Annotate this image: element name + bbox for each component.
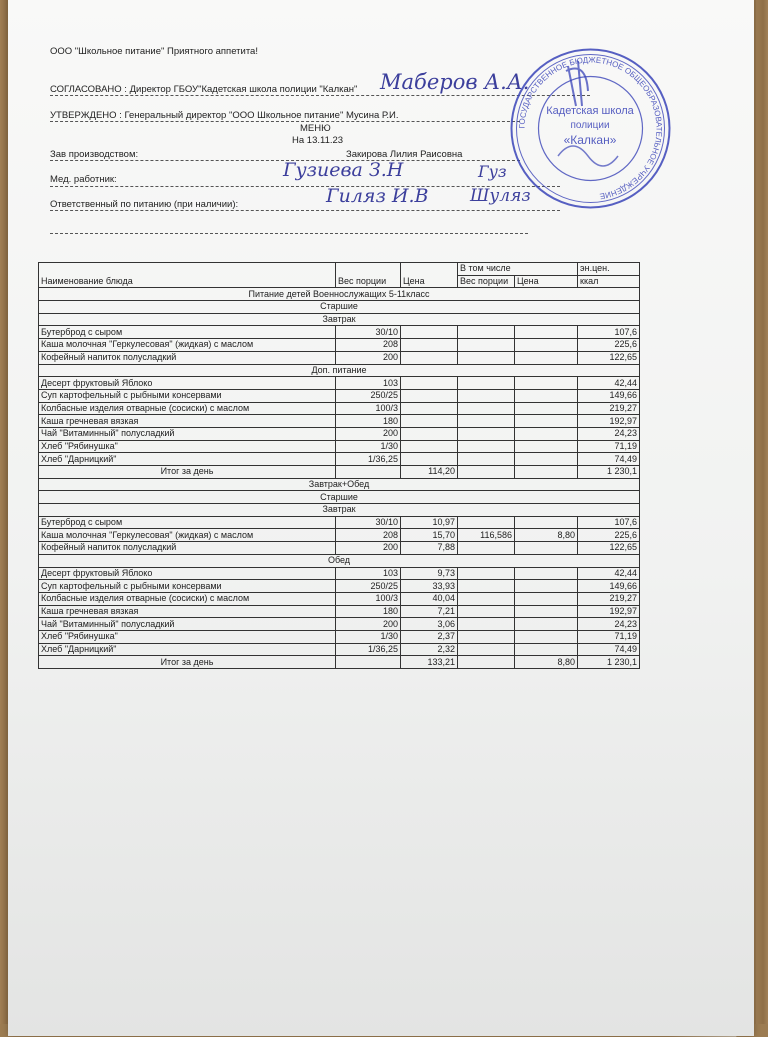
stamp-center-text: Кадетская школа [546, 105, 634, 117]
portion-weight: 1/36,25 [336, 453, 401, 466]
table-row [39, 542, 640, 555]
kcal: 225,6 [578, 529, 640, 542]
incl-weight [458, 326, 515, 339]
dish-name: Десерт фруктовый Яблоко [39, 567, 336, 580]
incl-price [515, 630, 578, 643]
stamp-center-text: «Калкан» [563, 133, 617, 147]
dish-name: Кофейный напиток полусладкий [39, 351, 336, 364]
portion-weight: 250/25 [336, 389, 401, 402]
portion-weight: 208 [336, 529, 401, 542]
table-row [39, 592, 640, 605]
kcal: 42,44 [578, 377, 640, 390]
incl-weight [458, 389, 515, 402]
incl-weight [458, 656, 515, 669]
section-row [39, 491, 640, 504]
kcal: 219,27 [578, 402, 640, 415]
dish-name: Хлеб "Дарницкий" [39, 453, 336, 466]
incl-price [515, 567, 578, 580]
price: 40,04 [401, 592, 458, 605]
dish-name: Каша молочная "Геркулесовая" (жидкая) с маслом [39, 339, 336, 352]
portion-weight: 1/30 [336, 440, 401, 453]
incl-weight [458, 415, 515, 428]
price [401, 427, 458, 440]
kcal: 1 230,1 [578, 656, 640, 669]
table-row [39, 339, 640, 352]
kcal: 107,6 [578, 326, 640, 339]
section-row [39, 301, 640, 314]
total-row [39, 466, 640, 479]
dish-name: Суп картофельный с рыбными консервами [39, 389, 336, 402]
col-weight-header: Вес порции [336, 263, 401, 288]
portion-weight: 180 [336, 415, 401, 428]
menu-date: На 13.11.23 [292, 135, 344, 146]
dish-name: Каша гречневая вязкая [39, 415, 336, 428]
price: 15,70 [401, 529, 458, 542]
stamp-signature-stroke [566, 61, 588, 106]
kcal: 42,44 [578, 567, 640, 580]
price: 2,32 [401, 643, 458, 656]
incl-weight [458, 351, 515, 364]
portion-weight: 100/3 [336, 402, 401, 415]
approved-line: СОГЛАСОВАНО : Директор ГБОУ"Кадетская школа полиции "Калкан" [50, 84, 358, 95]
section-row [39, 478, 640, 491]
price: 33,93 [401, 580, 458, 593]
table-row [39, 630, 640, 643]
dish-name: Хлеб "Дарницкий" [39, 643, 336, 656]
col-incl-header: В том числе [458, 263, 578, 276]
table-row [39, 580, 640, 593]
med-signature: Гузиева З.Н [283, 159, 404, 181]
incl-price [515, 389, 578, 402]
menu-sheet [8, 0, 754, 1036]
incl-weight [458, 339, 515, 352]
price [401, 326, 458, 339]
incl-weight [458, 643, 515, 656]
section-title: Завтрак [39, 504, 640, 517]
med-initials: Гуз [478, 162, 507, 181]
incl-price [515, 643, 578, 656]
incl-price [515, 351, 578, 364]
table-row [39, 453, 640, 466]
price [401, 453, 458, 466]
portion-weight: 103 [336, 377, 401, 390]
section-title: Завтрак+Обед [39, 478, 640, 491]
dish-name: Бутерброд с сыром [39, 326, 336, 339]
menu-title: МЕНЮ [300, 123, 331, 134]
incl-price [515, 440, 578, 453]
resp-label: Ответственный по питанию (при наличии): [50, 199, 239, 210]
incl-weight [458, 453, 515, 466]
table-row [39, 427, 640, 440]
kcal: 71,19 [578, 440, 640, 453]
section-row [39, 313, 640, 326]
incl-price [515, 580, 578, 593]
price [401, 415, 458, 428]
table-row [39, 402, 640, 415]
price [401, 402, 458, 415]
incl-weight [458, 516, 515, 529]
price: 7,88 [401, 542, 458, 555]
section-title: Старшие [39, 491, 640, 504]
price: 114,20 [401, 466, 458, 479]
table-row [39, 440, 640, 453]
price [401, 339, 458, 352]
portion-weight: 30/10 [336, 326, 401, 339]
incl-weight [458, 427, 515, 440]
col-incl-price-header: Цена [515, 275, 578, 288]
portion-weight [336, 466, 401, 479]
incl-price [515, 466, 578, 479]
dish-name: Итог за день [39, 656, 336, 669]
table-row [39, 618, 640, 631]
incl-price [515, 618, 578, 631]
med-label: Мед. работник: [50, 174, 117, 185]
incl-price [515, 516, 578, 529]
portion-weight: 208 [336, 339, 401, 352]
portion-weight: 200 [336, 427, 401, 440]
dish-name: Каша молочная "Геркулесовая" (жидкая) с маслом [39, 529, 336, 542]
portion-weight: 200 [336, 542, 401, 555]
kcal: 71,19 [578, 630, 640, 643]
incl-weight [458, 592, 515, 605]
portion-weight: 103 [336, 567, 401, 580]
dish-name: Колбасные изделия отварные (сосиски) с маслом [39, 592, 336, 605]
col-kcal-header: ккал [578, 275, 640, 288]
portion-weight: 1/36,25 [336, 643, 401, 656]
table-row [39, 326, 640, 339]
table-row [39, 389, 640, 402]
incl-price [515, 377, 578, 390]
price: 3,06 [401, 618, 458, 631]
confirmed-line: УТВЕРЖДЕНО : Генеральный директор "ООО Школьное питание" Мусина Р.И. [50, 110, 399, 121]
col-incl-weight-header: Вес порции [458, 275, 515, 288]
chef-label: Зав производством: [50, 149, 139, 160]
dish-name: Десерт фруктовый Яблоко [39, 377, 336, 390]
kcal: 122,65 [578, 542, 640, 555]
dish-name: Хлеб "Рябинушка" [39, 440, 336, 453]
incl-weight [458, 440, 515, 453]
portion-weight: 30/10 [336, 516, 401, 529]
section-row [39, 554, 640, 567]
kcal: 74,49 [578, 643, 640, 656]
table-row [39, 415, 640, 428]
incl-weight [458, 630, 515, 643]
portion-weight: 1/30 [336, 630, 401, 643]
stamp-ring-text: ГОСУДАРСТВЕННОЕ БЮДЖЕТНОЕ ОБЩЕОБРАЗОВАТЕЛЬНОЕ УЧРЕЖДЕНИЕ [517, 55, 664, 201]
stamp-center-text: полиции [570, 120, 610, 131]
col-name-header: Наименование блюда [39, 263, 336, 288]
incl-weight [458, 466, 515, 479]
kcal: 107,6 [578, 516, 640, 529]
stamp-emblem [558, 146, 618, 166]
portion-weight: 100/3 [336, 592, 401, 605]
kcal: 225,6 [578, 339, 640, 352]
price: 10,97 [401, 516, 458, 529]
kcal: 24,23 [578, 618, 640, 631]
portion-weight: 200 [336, 618, 401, 631]
kcal: 192,97 [578, 415, 640, 428]
dotted-line [50, 210, 560, 211]
incl-weight [458, 402, 515, 415]
dish-name: Каша гречневая вязкая [39, 605, 336, 618]
incl-price [515, 427, 578, 440]
incl-weight [458, 542, 515, 555]
dish-name: Итог за день [39, 466, 336, 479]
incl-price [515, 605, 578, 618]
table-row [39, 643, 640, 656]
incl-weight [458, 618, 515, 631]
col-price-header: Цена [401, 263, 458, 288]
header-row [39, 263, 640, 276]
kcal: 74,49 [578, 453, 640, 466]
incl-price [515, 415, 578, 428]
col-energy-header: эн.цен. [578, 263, 640, 276]
table-row [39, 351, 640, 364]
table-row [39, 605, 640, 618]
kcal: 192,97 [578, 605, 640, 618]
incl-price [515, 453, 578, 466]
chef-name: Закирова Лилия Раисовна [346, 149, 463, 160]
table-row [39, 377, 640, 390]
section-title: Доп. питание [39, 364, 640, 377]
org-line: ООО "Школьное питание" Приятного аппетита! [50, 46, 258, 57]
kcal: 122,65 [578, 351, 640, 364]
section-title: Питание детей Военнослужащих 5-11класс [39, 288, 640, 301]
incl-price [515, 339, 578, 352]
portion-weight: 200 [336, 351, 401, 364]
portion-weight [336, 656, 401, 669]
incl-price [515, 592, 578, 605]
price [401, 377, 458, 390]
section-title: Обед [39, 554, 640, 567]
price [401, 440, 458, 453]
table-row [39, 516, 640, 529]
dish-name: Колбасные изделия отварные (сосиски) с маслом [39, 402, 336, 415]
dish-name: Кофейный напиток полусладкий [39, 542, 336, 555]
incl-weight [458, 580, 515, 593]
dotted-line [50, 233, 528, 234]
dish-name: Суп картофельный с рыбными консервами [39, 580, 336, 593]
dish-name: Чай "Витаминный" полусладкий [39, 427, 336, 440]
dish-name: Чай "Витаминный" полусладкий [39, 618, 336, 631]
incl-weight: 116,586 [458, 529, 515, 542]
dish-name: Бутерброд с сыром [39, 516, 336, 529]
section-title: Старшие [39, 301, 640, 314]
resp-initials: Шуляз [470, 186, 531, 206]
portion-weight: 250/25 [336, 580, 401, 593]
dotted-line [50, 121, 520, 122]
price: 2,37 [401, 630, 458, 643]
incl-price: 8,80 [515, 529, 578, 542]
price: 7,21 [401, 605, 458, 618]
price: 9,73 [401, 567, 458, 580]
school-stamp [508, 46, 673, 211]
table-row [39, 529, 640, 542]
incl-weight [458, 605, 515, 618]
section-row [39, 288, 640, 301]
price [401, 351, 458, 364]
kcal: 219,27 [578, 592, 640, 605]
incl-price [515, 542, 578, 555]
kcal: 1 230,1 [578, 466, 640, 479]
resp-signature: Гиляз И.В [326, 185, 429, 207]
menu-table [38, 262, 640, 669]
kcal: 149,66 [578, 389, 640, 402]
incl-price [515, 402, 578, 415]
incl-price [515, 326, 578, 339]
director-signature: Маберов А.А. [380, 70, 530, 94]
price: 133,21 [401, 656, 458, 669]
portion-weight: 180 [336, 605, 401, 618]
incl-weight [458, 377, 515, 390]
dish-name: Хлеб "Рябинушка" [39, 630, 336, 643]
price [401, 389, 458, 402]
table-row [39, 567, 640, 580]
incl-weight [458, 567, 515, 580]
section-title: Завтрак [39, 313, 640, 326]
section-row [39, 504, 640, 517]
total-row [39, 656, 640, 669]
kcal: 149,66 [578, 580, 640, 593]
section-row [39, 364, 640, 377]
incl-price: 8,80 [515, 656, 578, 669]
kcal: 24,23 [578, 427, 640, 440]
